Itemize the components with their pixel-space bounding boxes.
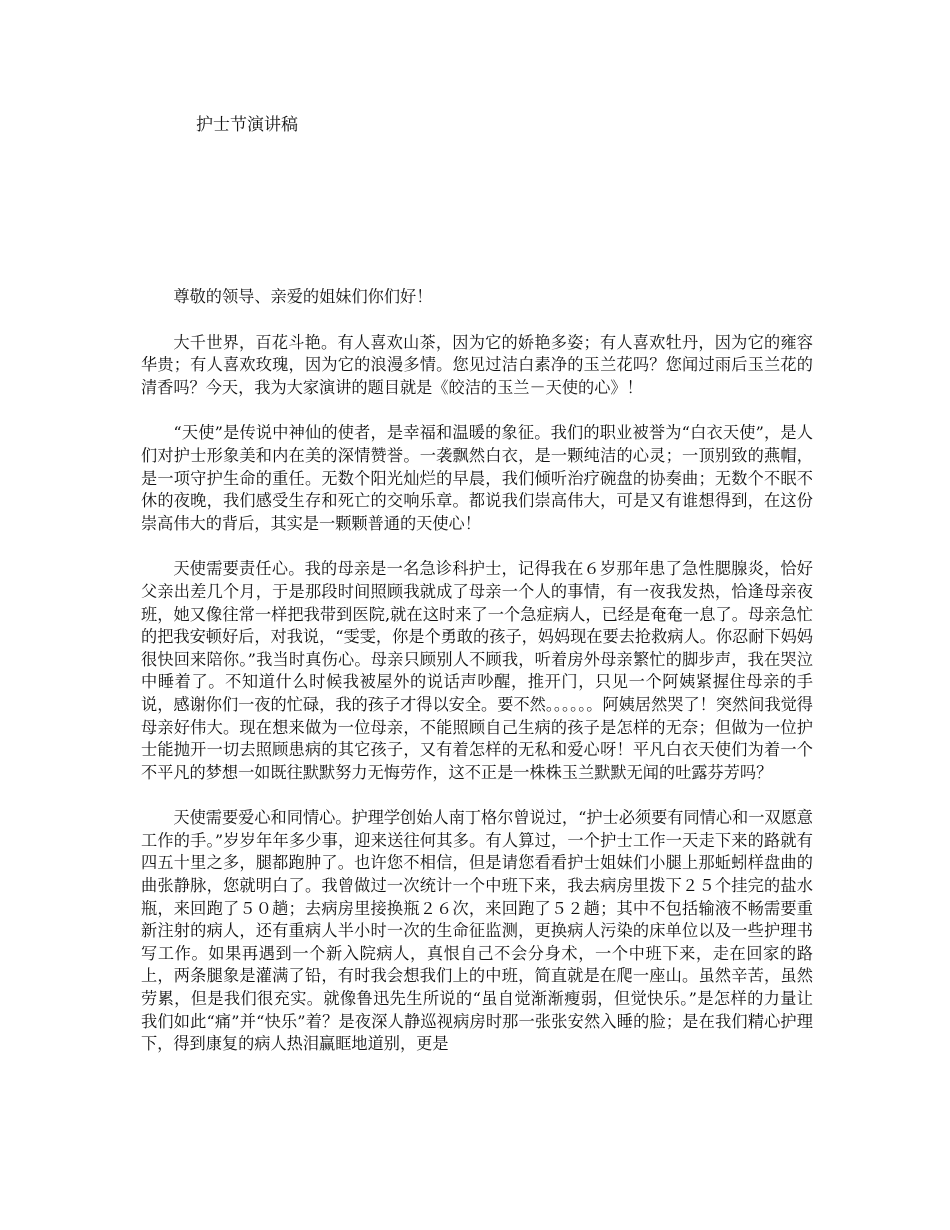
paragraph-greeting: 尊敬的领导、亲爱的姐妹们你们好！ — [173, 287, 433, 306]
paragraph-angel: “天使”是传说中神仙的使者，是幸福和温暖的象征。我们的职业被誉为“白衣天使”，是人们对护士形象美和内在美的深情赞誉。一袭飘然白衣，是一颗纯洁的心灵；一顶别致的燕帽，是一项守护生命的重任。无数个阳光灿烂的早晨，我们倾听治疗碗盘的协奏曲；无数个不眠不休的夜晚，我们感受生存和死亡的交响乐章。都说我们崇高伟大，可是又有谁想得到，在这份崇高伟大的背后，其实是一颗颗普通的天使心！ — [141, 423, 813, 533]
paragraph-intro: 大千世界，百花斗艳。有人喜欢山茶，因为它的娇艳多姿；有人喜欢牡丹，因为它的雍容华贵；有人喜欢玫瑰，因为它的浪漫多情。您见过洁白素净的玉兰花吗？您闻过雨后玉兰花的清香吗？今天，我为大家演讲的题目就是《皎洁的玉兰－天使的心》！ — [141, 332, 813, 397]
paragraph-compassion: 天使需要爱心和同情心。护理学创始人南丁格尔曾说过，“护士必须要有同情心和一双愿意工作的手。”岁岁年年多少事，迎来送往何其多。有人算过，一个护士工作一天走下来的路就有四五十里之多，腿都跑肿了。也许您不相信，但是请您看看护士姐妹们小腿上那蚯蚓样盘曲的曲张静脉，您就明白了。我曾做过一次统计一个中班下来，我去病房里拨下２５个挂完的盐水瓶，来回跑了５０趟；去病房里接换瓶２６次，来回跑了５２趟；其中不包括输液不畅需要重新注射的病人，还有重病人半小时一次的生命征监测，更换病人污染的床单位以及一些护理书写工作。如果再遇到一个新入院病人，真恨自己不会分身术，一个中班下来，走在回家的路上，两条腿象是灌满了铅，有时我会想我们上的中班，简直就是在爬一座山。虽然辛苦，虽然劳累，但是我们很充实。就像鲁迅先生所说的“虽自觉渐渐瘦弱，但觉快乐。”是怎样的力量让我们如此“痛”并“快乐”着？是夜深人静巡视病房时那一张张安然入睡的脸；是在我们精心护理下，得到康复的病人热泪赢眶地道别，更是 — [141, 808, 813, 1054]
document-title: 护士节演讲稿 — [196, 115, 298, 135]
document-body — [141, 286, 813, 1079]
paragraph-responsibility: 天使需要责任心。我的母亲是一名急诊科护士，记得我在６岁那年患了急性腮腺炎，恰好父亲出差几个月，于是那段时间照顾我就成了母亲一个人的事情，有一夜我发热，恰逢母亲夜班，她又像往常一样把我带到医院,就在这时来了一个急症病人，已经是奄奄一息了。母亲急忙的把我安顿好后，对我说，“雯雯，你是个勇敢的孩子，妈妈现在要去抢救病人。你忍耐下妈妈很快回来陪你。”我当时真伤心。母亲只顾别人不顾我，听着房外母亲繁忙的脚步声，我在哭泣中睡着了。不知道什么时候我被屋外的说话声吵醒，推开门，只见一个阿姨紧握住母亲的手说，感谢你们一夜的忙碌，我的孩子才得以安全。要不然。。。。。。阿姨居然哭了！突然间我觉得母亲好伟大。现在想来做为一位母亲，不能照顾自己生病的孩子是怎样的无奈；但做为一位护士能抛开一切去照顾患病的其它孩子，又有着怎样的无私和爱心呀！平凡白衣天使们为着一个不平凡的梦想一如既往默默努力无悔劳作，这不正是一株株玉兰默默无闻的吐露芬芳吗？ — [141, 559, 813, 782]
